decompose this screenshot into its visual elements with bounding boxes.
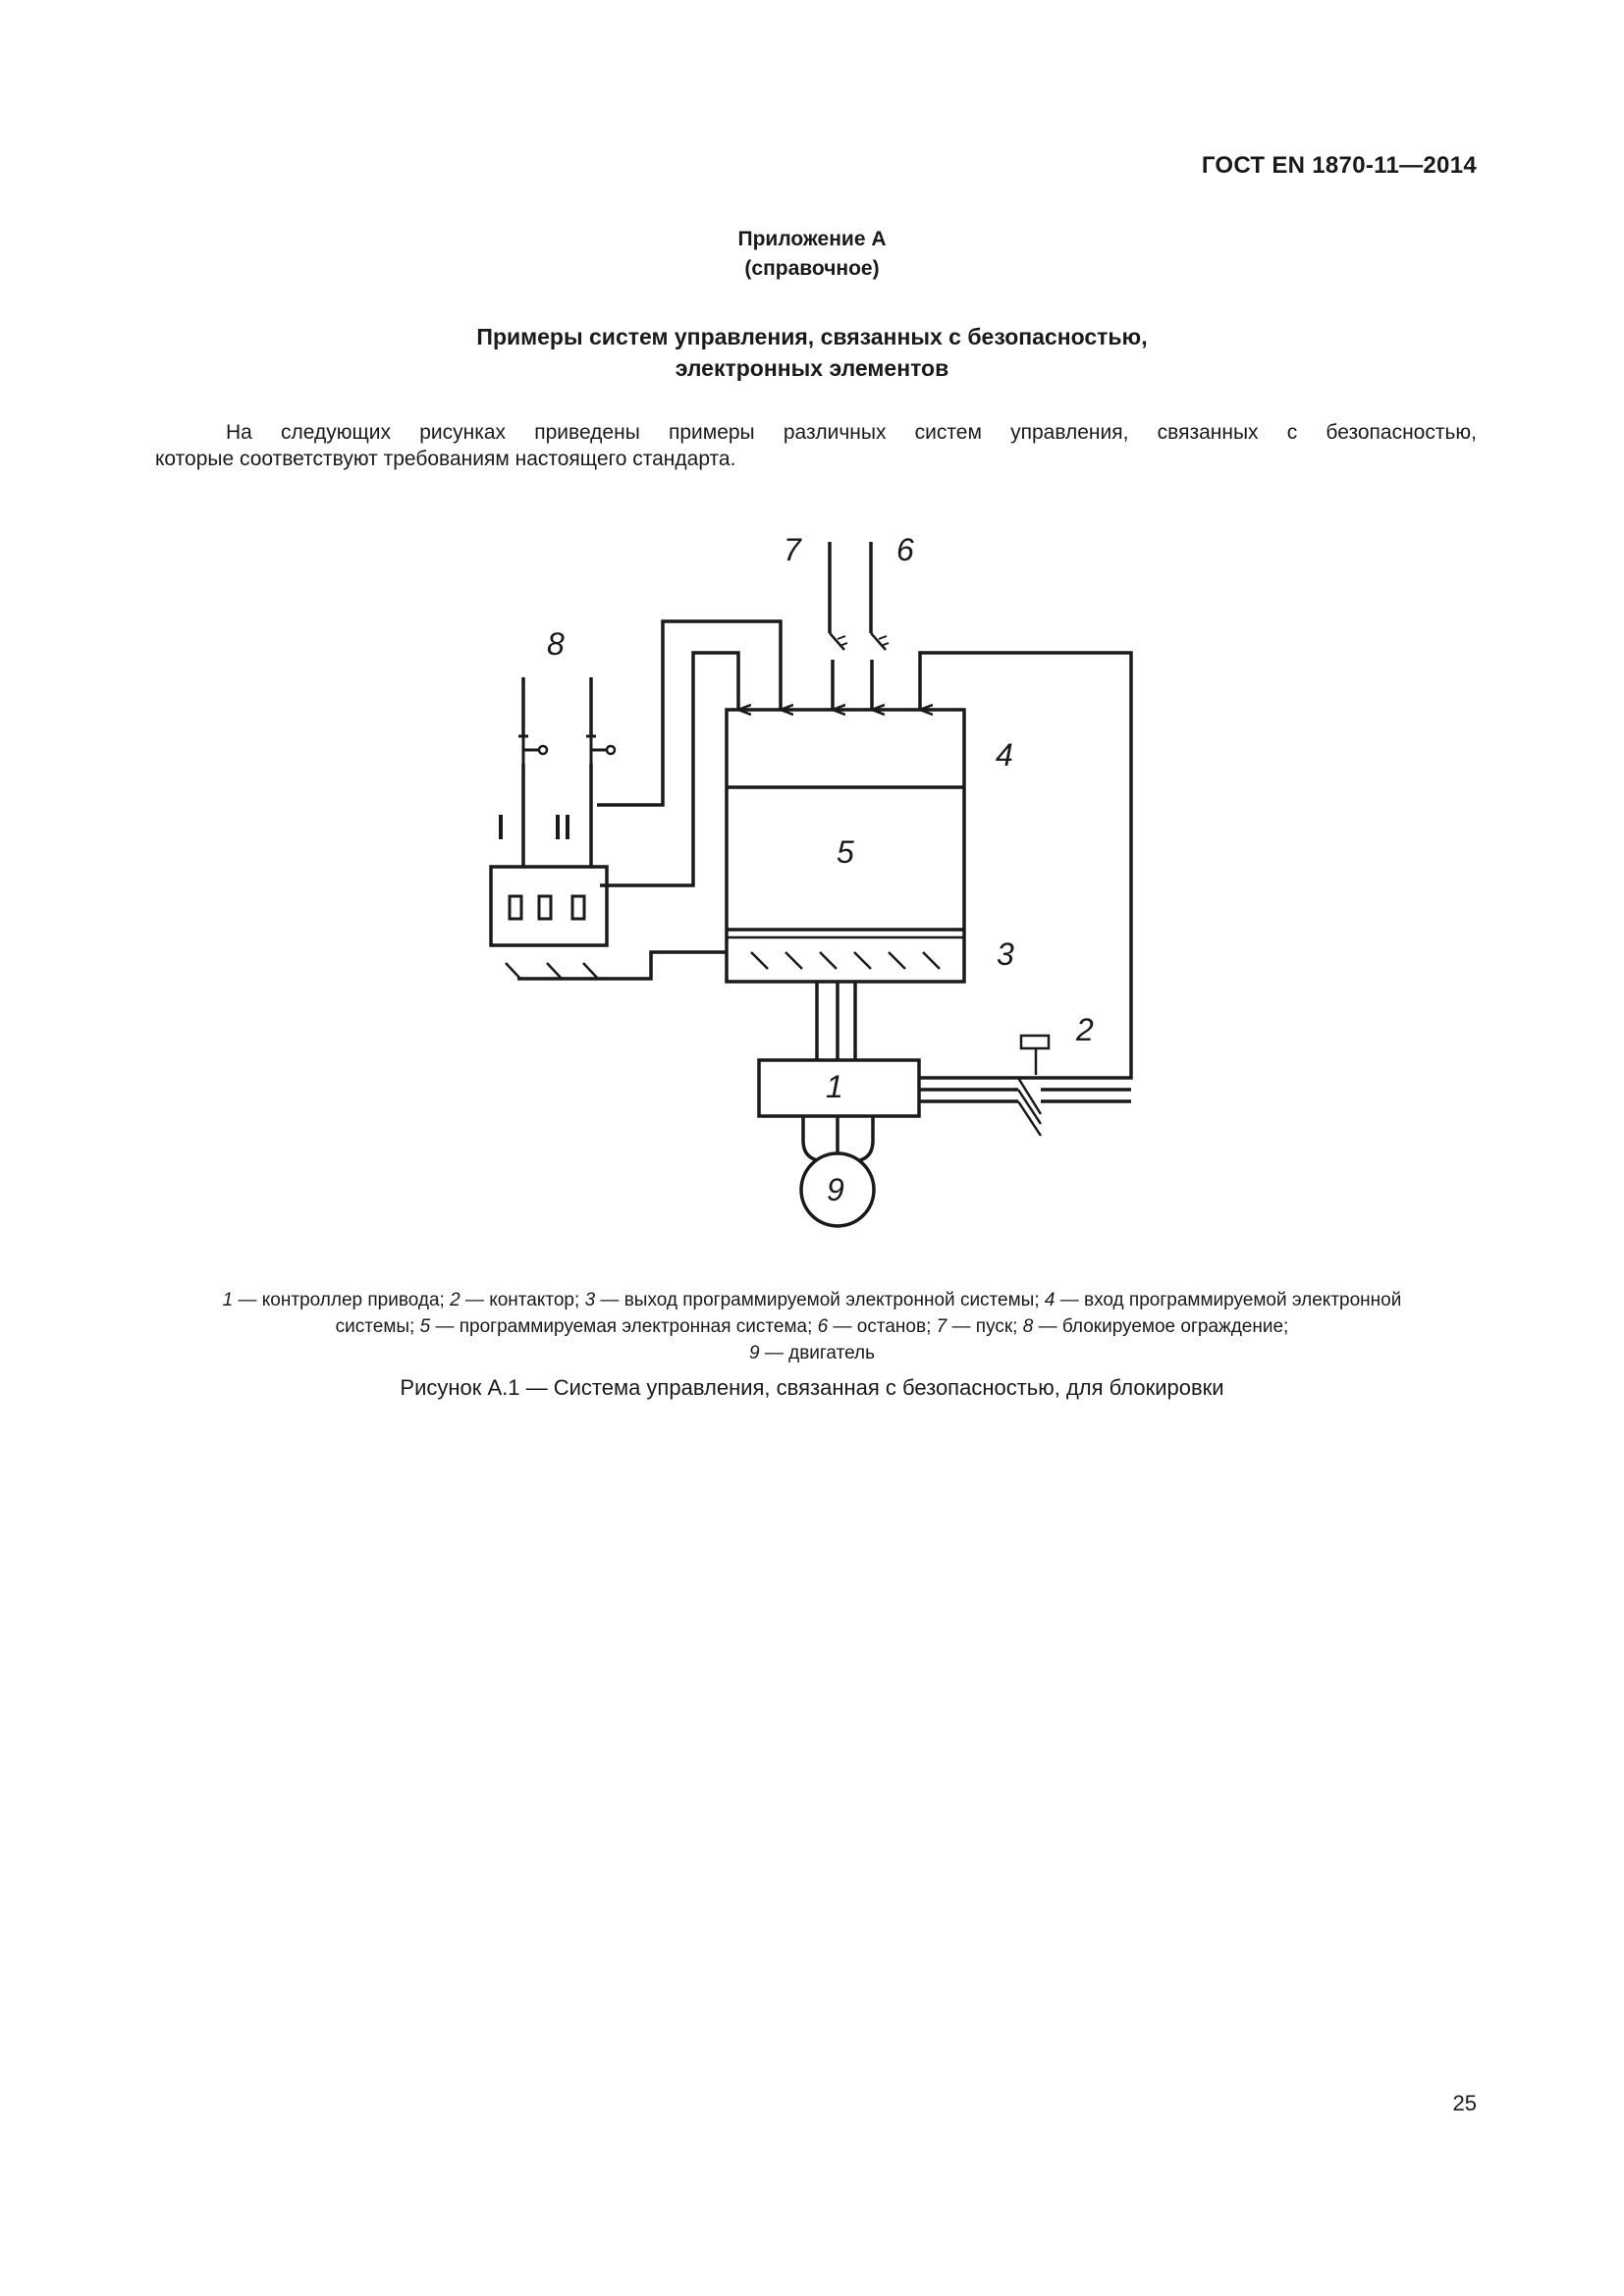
label-8: 8 — [547, 626, 565, 662]
label-4: 4 — [996, 737, 1013, 773]
label-5: 5 — [837, 834, 854, 870]
intro-line1: На следующих рисунках приведены примеры различных систем управления, связанных с безопасностью, — [226, 421, 1477, 444]
label-9: 9 — [827, 1172, 844, 1207]
label-7: 7 — [784, 532, 801, 567]
section-heading-line1: Примеры систем управления, связанных с безопасностью, — [476, 324, 1148, 349]
contactor-switch — [1018, 1078, 1041, 1136]
figure-caption: Рисунок А.1 — Система управления, связанная с безопасностью, для блокировки — [400, 1375, 1224, 1400]
label-6: 6 — [896, 532, 914, 567]
figure-legend: 1 — контроллер привода; 2 — контактор; 3 — выход программируемой электронной системы; 4 — вход программируемой электронной системы; 5 — программируемая электронная система; 6 — останов; 7 — пуск; 8 — блокируемое ограждение; 9 — двигатель — [222, 1290, 1402, 1363]
contactor-coil — [1021, 1036, 1049, 1048]
appendix-title: Приложение А — [737, 228, 887, 250]
label-3: 3 — [997, 936, 1014, 972]
output-hatching — [751, 952, 940, 969]
start-contact — [830, 633, 844, 650]
label-1: 1 — [826, 1069, 843, 1104]
guard-wire-outer — [597, 621, 781, 805]
guard-wire-inner — [600, 653, 738, 885]
intro-line2: которые соответствуют требованиям настоящего стандарта. — [155, 448, 736, 470]
stop-contact — [871, 633, 886, 650]
label-2: 2 — [1076, 1012, 1094, 1047]
section-heading-line2: электронных элементов — [675, 355, 949, 381]
contactor-feedback-wire — [920, 653, 1131, 1078]
page-number: 25 — [1452, 2091, 1477, 2115]
guard-switch-2 — [586, 736, 608, 764]
document-code: ГОСТ EN 1870-11—2014 — [1201, 152, 1477, 179]
appendix-note: (справочное) — [744, 257, 880, 280]
guard-switch-1 — [518, 736, 540, 764]
